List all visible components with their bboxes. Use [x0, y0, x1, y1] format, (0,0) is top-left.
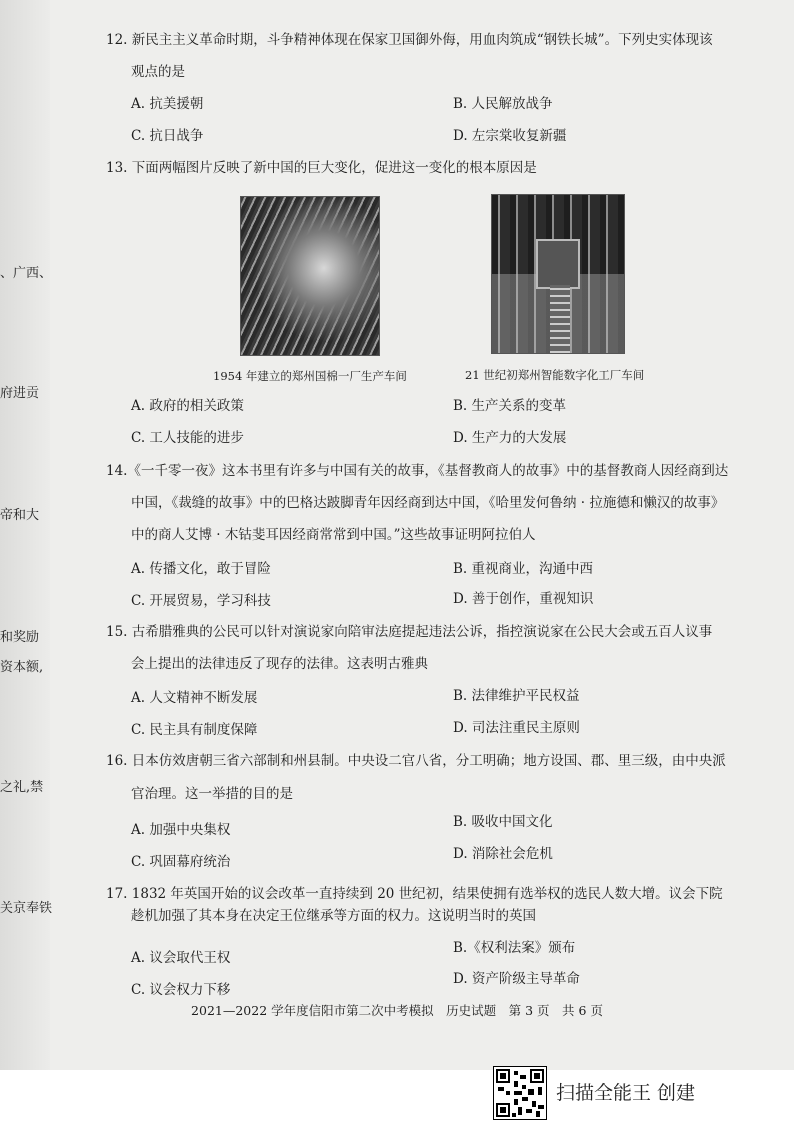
option-a: A. 议会取代王权 — [131, 950, 231, 966]
photo-caption-1954: 1954 年建立的郑州国棉一厂生产车间 — [213, 369, 407, 383]
question-17-stem: 17. 1832 年英国开始的议会改革一直持续到 20 世纪初，结果使拥有选举权的选民人数大增。议会下院 — [106, 886, 723, 902]
option-c: C. 抗日战争 — [131, 128, 204, 144]
margin-fragment: 帝和大 — [0, 508, 40, 523]
option-a: A. 抗美援朝 — [131, 96, 204, 112]
question-16-stem: 官治理。这一举措的目的是 — [131, 786, 293, 802]
photo-caption-21st-century: 21 世纪初郑州智能数字化工厂车间 — [465, 368, 645, 382]
question-14-stem: 14.《一千零一夜》这本书里有许多与中国有关的故事，《基督教商人的故事》中的基督教商人因经商到达 — [106, 463, 729, 479]
page-footer: 2021—2022 学年度信阳市第二次中考模拟 历史试题 第 3 页 共 6 页 — [191, 1003, 603, 1018]
option-d: D. 左宗棠收复新疆 — [453, 128, 567, 144]
option-b: B. 法律维护平民权益 — [453, 688, 580, 704]
question-16-stem: 16. 日本仿效唐朝三省六部制和州县制。中央设二官八省，分工明确；地方设国、郡、里三级，由中央派 — [106, 753, 726, 769]
option-c: C. 工人技能的进步 — [131, 430, 244, 446]
question-12-stem: 观点的是 — [131, 64, 185, 80]
margin-fragment: 、广西、 — [0, 266, 53, 281]
question-15-stem: 15. 古希腊雅典的公民可以针对演说家向陪审法庭提起违法公诉，指控演说家在公民大会或五百人议事 — [106, 624, 713, 640]
question-14-stem: 中的商人艾博 · 木钴斐耳因经商常常到中国。”这些故事证明阿拉伯人 — [131, 527, 536, 543]
qr-code-icon — [493, 1066, 547, 1120]
option-d: D. 司法注重民主原则 — [453, 720, 580, 736]
option-c: C. 民主具有制度保障 — [131, 722, 258, 738]
option-a: A. 加强中央集权 — [131, 822, 231, 838]
option-a: A. 政府的相关政策 — [131, 398, 244, 414]
option-c: C. 巩固幕府统治 — [131, 854, 231, 870]
option-a: A. 人文精神不断发展 — [131, 690, 258, 706]
option-d: D. 善于创作，重视知识 — [453, 591, 594, 607]
option-b: B. 吸收中国文化 — [453, 814, 553, 830]
option-d: D. 生产力的大发展 — [453, 430, 567, 446]
question-12-stem: 12. 新民主主义革命时期，斗争精神体现在保家卫国御外侮，用血肉筑成“钢铁长城”。下列史实体现该 — [106, 32, 713, 48]
margin-fragment: 和奖励 — [0, 630, 40, 645]
margin-fragment: 府进贡 — [0, 386, 40, 401]
option-d: D. 消除社会危机 — [453, 846, 553, 862]
margin-fragment: 之礼,禁 — [0, 780, 44, 795]
option-c: C. 议会权力下移 — [131, 982, 231, 998]
option-a: A. 传播文化，敢于冒险 — [131, 561, 271, 577]
margin-fragment: 资本额, — [0, 660, 44, 675]
option-c: C. 开展贸易，学习科技 — [131, 593, 271, 609]
question-15-stem: 会上提出的法律违反了现存的法律。这表明古雅典 — [131, 656, 428, 672]
option-d: D. 资产阶级主导革命 — [453, 971, 580, 987]
margin-fragment: 关京奉铁 — [0, 901, 53, 916]
question-14-stem: 中国，《裁缝的故事》中的巴格达跛脚青年因经商到达中国，《哈里发何鲁纳 · 拉施德和懒汉的故事》 — [131, 495, 725, 511]
option-b: B. 生产关系的变革 — [453, 398, 567, 414]
option-b: B. 人民解放战争 — [453, 96, 553, 112]
question-17-stem: 趁机加强了其本身在决定王位继承等方面的权力。这说明当时的英国 — [131, 908, 536, 924]
scanner-watermark: 扫描全能王 创建 — [556, 1082, 696, 1104]
question-13-stem: 13. 下面两幅图片反映了新中国的巨大变化，促进这一变化的根本原因是 — [106, 160, 537, 176]
option-b: B. 重视商业，沟通中西 — [453, 561, 594, 577]
factory-photo-1954 — [240, 196, 380, 356]
option-b: B.《权利法案》颁布 — [453, 940, 576, 956]
factory-photo-21st-century — [491, 194, 625, 354]
